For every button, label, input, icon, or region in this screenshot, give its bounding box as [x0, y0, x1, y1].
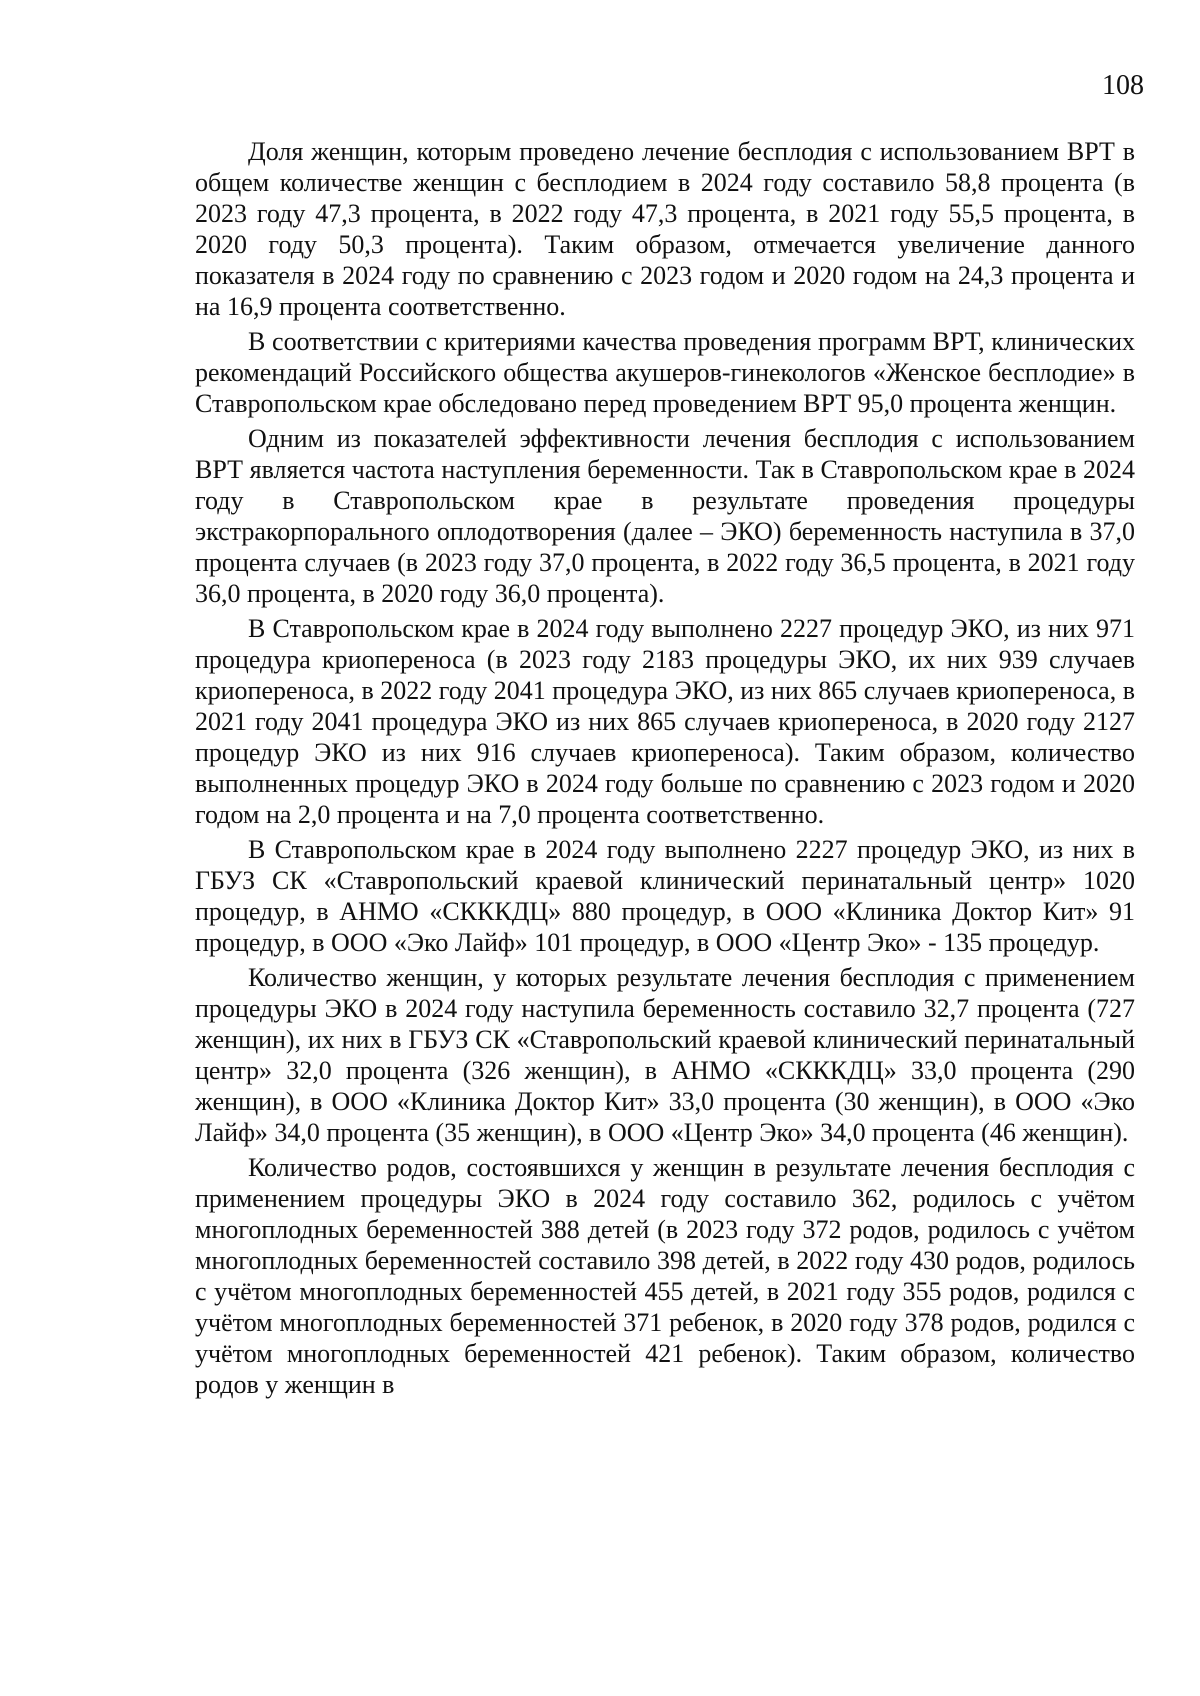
paragraph-pregnancy-rate: Одним из показателей эффективности лечения бесплодия с использованием ВРТ является частота наступления беременности. Так в Ставропольском крае в 2024 году в Ставропольском крае в результате проведения процедуры экстракорпорального оплодотворения (далее – ЭКО) беременность наступила в 37,0 процента случаев (в 2023 году 37,0 процента, в 2022 году 36,5 процента, в 2021 году 36,0 процента, в 2020 году 36,0 процента).: [195, 424, 1135, 608]
paragraph-ivf-by-clinic: В Ставропольском крае в 2024 году выполнено 2227 процедур ЭКО, из них в ГБУЗ СК «Ставропольский краевой клинический перинатальный центр» 1020 процедур, в АНМО «СКККДЦ» 880 процедур, в ООО «Клиника Доктор Кит» 91 процедур, в ООО «Эко Лайф» 101 процедур, в ООО «Центр Эко» - 135 процедур.: [195, 835, 1135, 957]
paragraph-quality-criteria: В соответствии с критериями качества проведения программ ВРТ, клинических рекомендаций Российского общества акушеров-гинекологов «Женское бесплодие» в Ставропольском крае обследовано перед проведением ВРТ 95,0 процента женщин.: [195, 327, 1135, 418]
page-number: 108: [1102, 70, 1144, 101]
paragraph-births: Количество родов, состоявшихся у женщин в результате лечения бесплодия с применением процедуры ЭКО в 2024 году составило 362, родилось с учётом многоплодных беременностей 388 детей (в 2023 году 372 родов, родилось с учётом многоплодных беременностей составило 398 детей, в 2022 году 430 родов, родилось с учётом многоплодных беременностей 455 детей, в 2021 году 355 родов, родился с учётом многоплодных беременностей 371 ребенок, в 2020 году 378 родов, родился с учётом многоплодных беременностей 421 ребенок). Таким образом, количество родов у женщин в: [195, 1153, 1135, 1399]
paragraph-art-share: Доля женщин, которым проведено лечение бесплодия с использованием ВРТ в общем количестве женщин с бесплодием в 2024 году составило 58,8 процента (в 2023 году 47,3 процента, в 2022 году 47,3 процента, в 2021 году 55,5 процента, в 2020 году 50,3 процента). Таким образом, отмечается увеличение данного показателя в 2024 году по сравнению с 2023 годом и 2020 годом на 24,3 процента и на 16,9 процента соответственно.: [195, 137, 1135, 321]
paragraph-pregnancies-by-clinic: Количество женщин, у которых результате лечения бесплодия с применением процедуры ЭКО в 2024 году наступила беременность составило 32,7 процента (727 женщин), их них в ГБУЗ СК «Ставропольский краевой клинический перинатальный центр» 32,0 процента (326 женщин), в АНМО «СКККДЦ» 33,0 процента (290 женщин), в ООО «Клиника Доктор Кит» 33,0 процента (30 женщин), в ООО «Эко Лайф» 34,0 процента (35 женщин), в ООО «Центр Эко» 34,0 процента (46 женщин).: [195, 963, 1135, 1147]
body-text: [195, 136, 1135, 1404]
paragraph-ivf-procedures: В Ставропольском крае в 2024 году выполнено 2227 процедур ЭКО, из них 971 процедура криопереноса (в 2023 году 2183 процедуры ЭКО, их них 939 случаев криопереноса, в 2022 году 2041 процедура ЭКО, из них 865 случаев криопереноса, в 2021 году 2041 процедура ЭКО из них 865 случаев криопереноса, в 2020 году 2127 процедур ЭКО из них 916 случаев криопереноса). Таким образом, количество выполненных процедур ЭКО в 2024 году больше по сравнению с 2023 годом и 2020 годом на 2,0 процента и на 7,0 процента соответственно.: [195, 614, 1135, 829]
